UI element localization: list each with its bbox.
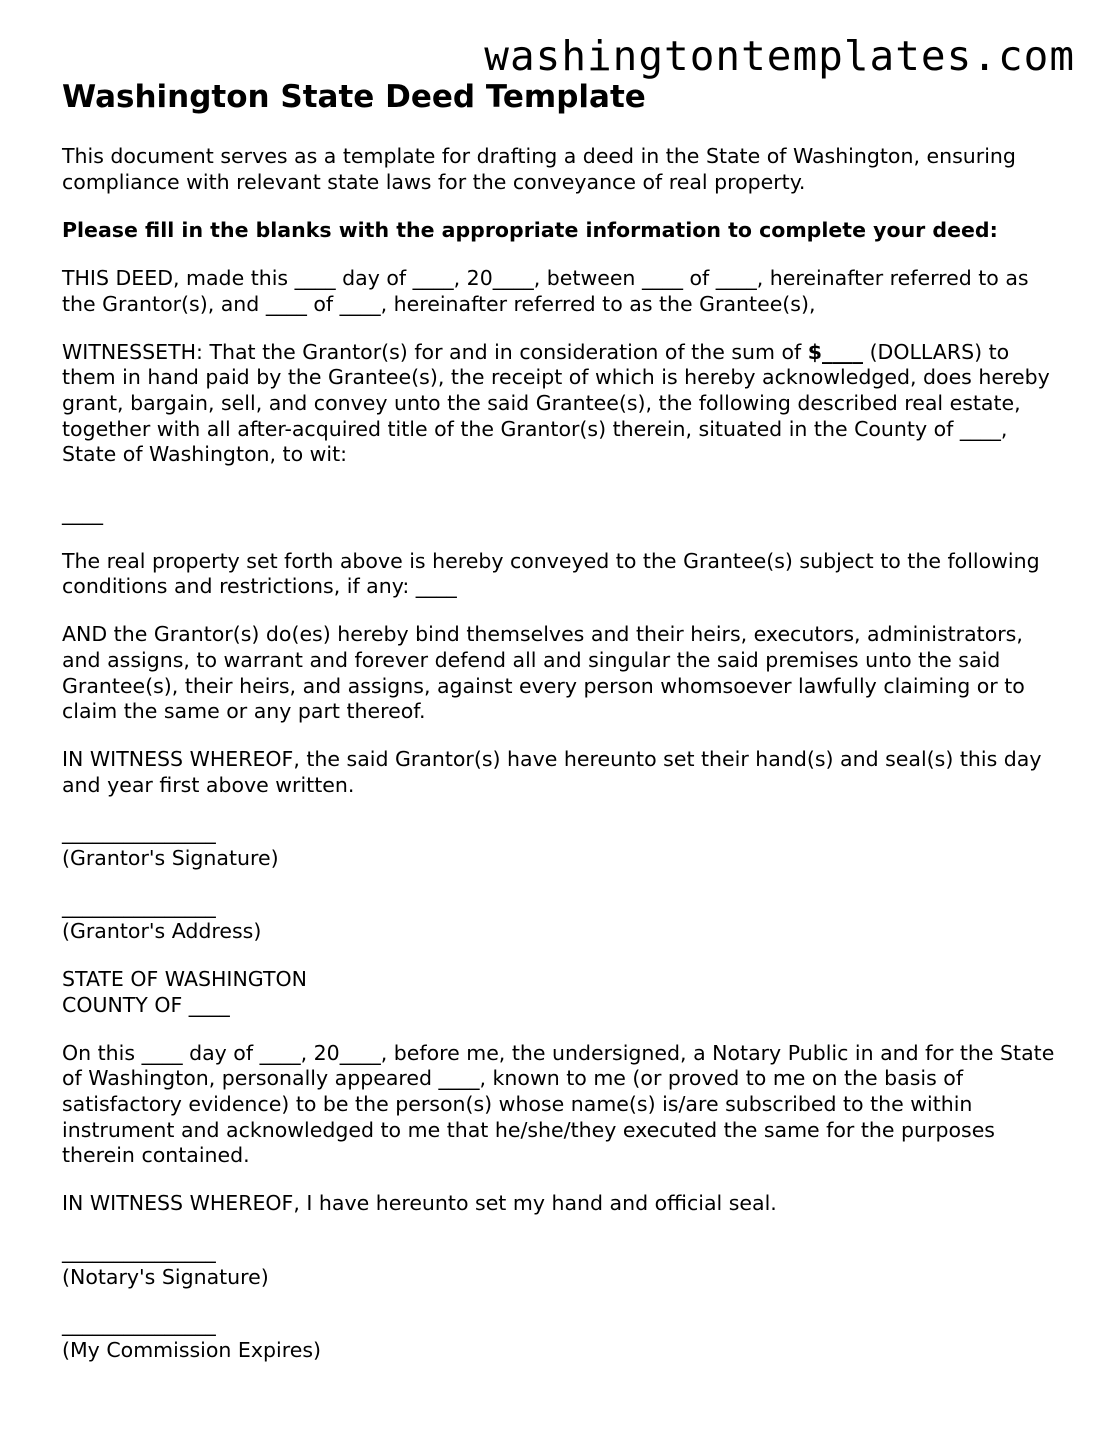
notary-acknowledgment-paragraph: On this ____ day of ____, 20____, before me, the undersigned, a Notary Public in and for the State of Washington, personally appeared ____, known to me (or proved to me on the basis of satisfactory evidence) to be the person(s) whose name(s) is/are subscribed to the within instrument and acknowledged to me that he/she/they executed the same for the purposes therein contained. xyxy=(62,1040,1055,1168)
venue-block xyxy=(62,967,1062,1018)
grantor-address-line: _______________ xyxy=(62,893,216,918)
legal-description-blank: ____ xyxy=(62,501,103,526)
notary-in-witness-paragraph: IN WITNESS WHEREOF, I have hereunto set my hand and official seal. xyxy=(62,1191,777,1216)
site-watermark: washingtontemplates.com xyxy=(484,32,1075,80)
witnesseth-text-before: WITNESSETH: That the Grantor(s) for and in consideration of the sum of xyxy=(62,339,808,364)
notary-signature-block xyxy=(62,1239,1062,1290)
consideration-amount-blank: $____ xyxy=(807,339,864,364)
conditions-paragraph: The real property set forth above is hereby conveyed to the Grantee(s) subject to the following conditions and restrictions, if any: ____ xyxy=(62,548,1040,599)
instructions-paragraph: Please fill in the blanks with the appropriate information to complete your deed: xyxy=(62,218,998,243)
intro-paragraph: This document serves as a template for drafting a deed in the State of Washington, ensuring compliance with relevant state laws for the conveyance of real property. xyxy=(62,144,1016,194)
grantor-address-block xyxy=(62,894,1062,945)
deed-document xyxy=(62,78,1062,1364)
notary-signature-line: _______________ xyxy=(62,1238,216,1263)
witnesseth-text-after: (DOLLARS) to them in hand paid by the Grantee(s), the receipt of which is hereby acknowledged, does hereby grant, bargain, sell, and convey unto the said Grantee(s), the following described real estate, together with all after-acquired title of the Grantor(s) therein, situated in the County of ____, State of Washington, to wit: xyxy=(62,339,1050,467)
commission-expires-line: _______________ xyxy=(62,1312,216,1337)
grantor-address-label: (Grantor's Address) xyxy=(62,919,262,944)
page-title: Washington State Deed Template xyxy=(62,79,646,115)
grantor-in-witness-paragraph: IN WITNESS WHEREOF, the said Grantor(s) have hereunto set their hand(s) and seal(s) this day and year first above written. xyxy=(62,746,1042,797)
grantor-signature-block xyxy=(62,820,1062,871)
grantor-signature-line: _______________ xyxy=(62,820,216,845)
commission-expires-block xyxy=(62,1312,1062,1363)
deed-clause-paragraph: THIS DEED, made this ____ day of ____, 20____, between ____ of ____, hereinafter referred to as the Grantor(s), and ____ of ____, hereinafter referred to as the Grantee(s), xyxy=(62,266,1029,316)
warranty-paragraph: AND the Grantor(s) do(es) hereby bind themselves and their heirs, executors, administrators, and assigns, to warrant and forever defend all and singular the said premises unto the said Grantee(s), their heirs, and assigns, against every person whomsoever lawfully claiming or to claim the same or any part thereof. xyxy=(62,622,1025,724)
state-line: STATE OF WASHINGTON xyxy=(62,967,307,992)
witnesseth-paragraph xyxy=(62,340,1062,469)
county-line: COUNTY OF ____ xyxy=(62,992,230,1017)
commission-expires-label: (My Commission Expires) xyxy=(62,1337,321,1362)
notary-signature-label: (Notary's Signature) xyxy=(62,1264,269,1289)
grantor-signature-label: (Grantor's Signature) xyxy=(62,846,279,871)
